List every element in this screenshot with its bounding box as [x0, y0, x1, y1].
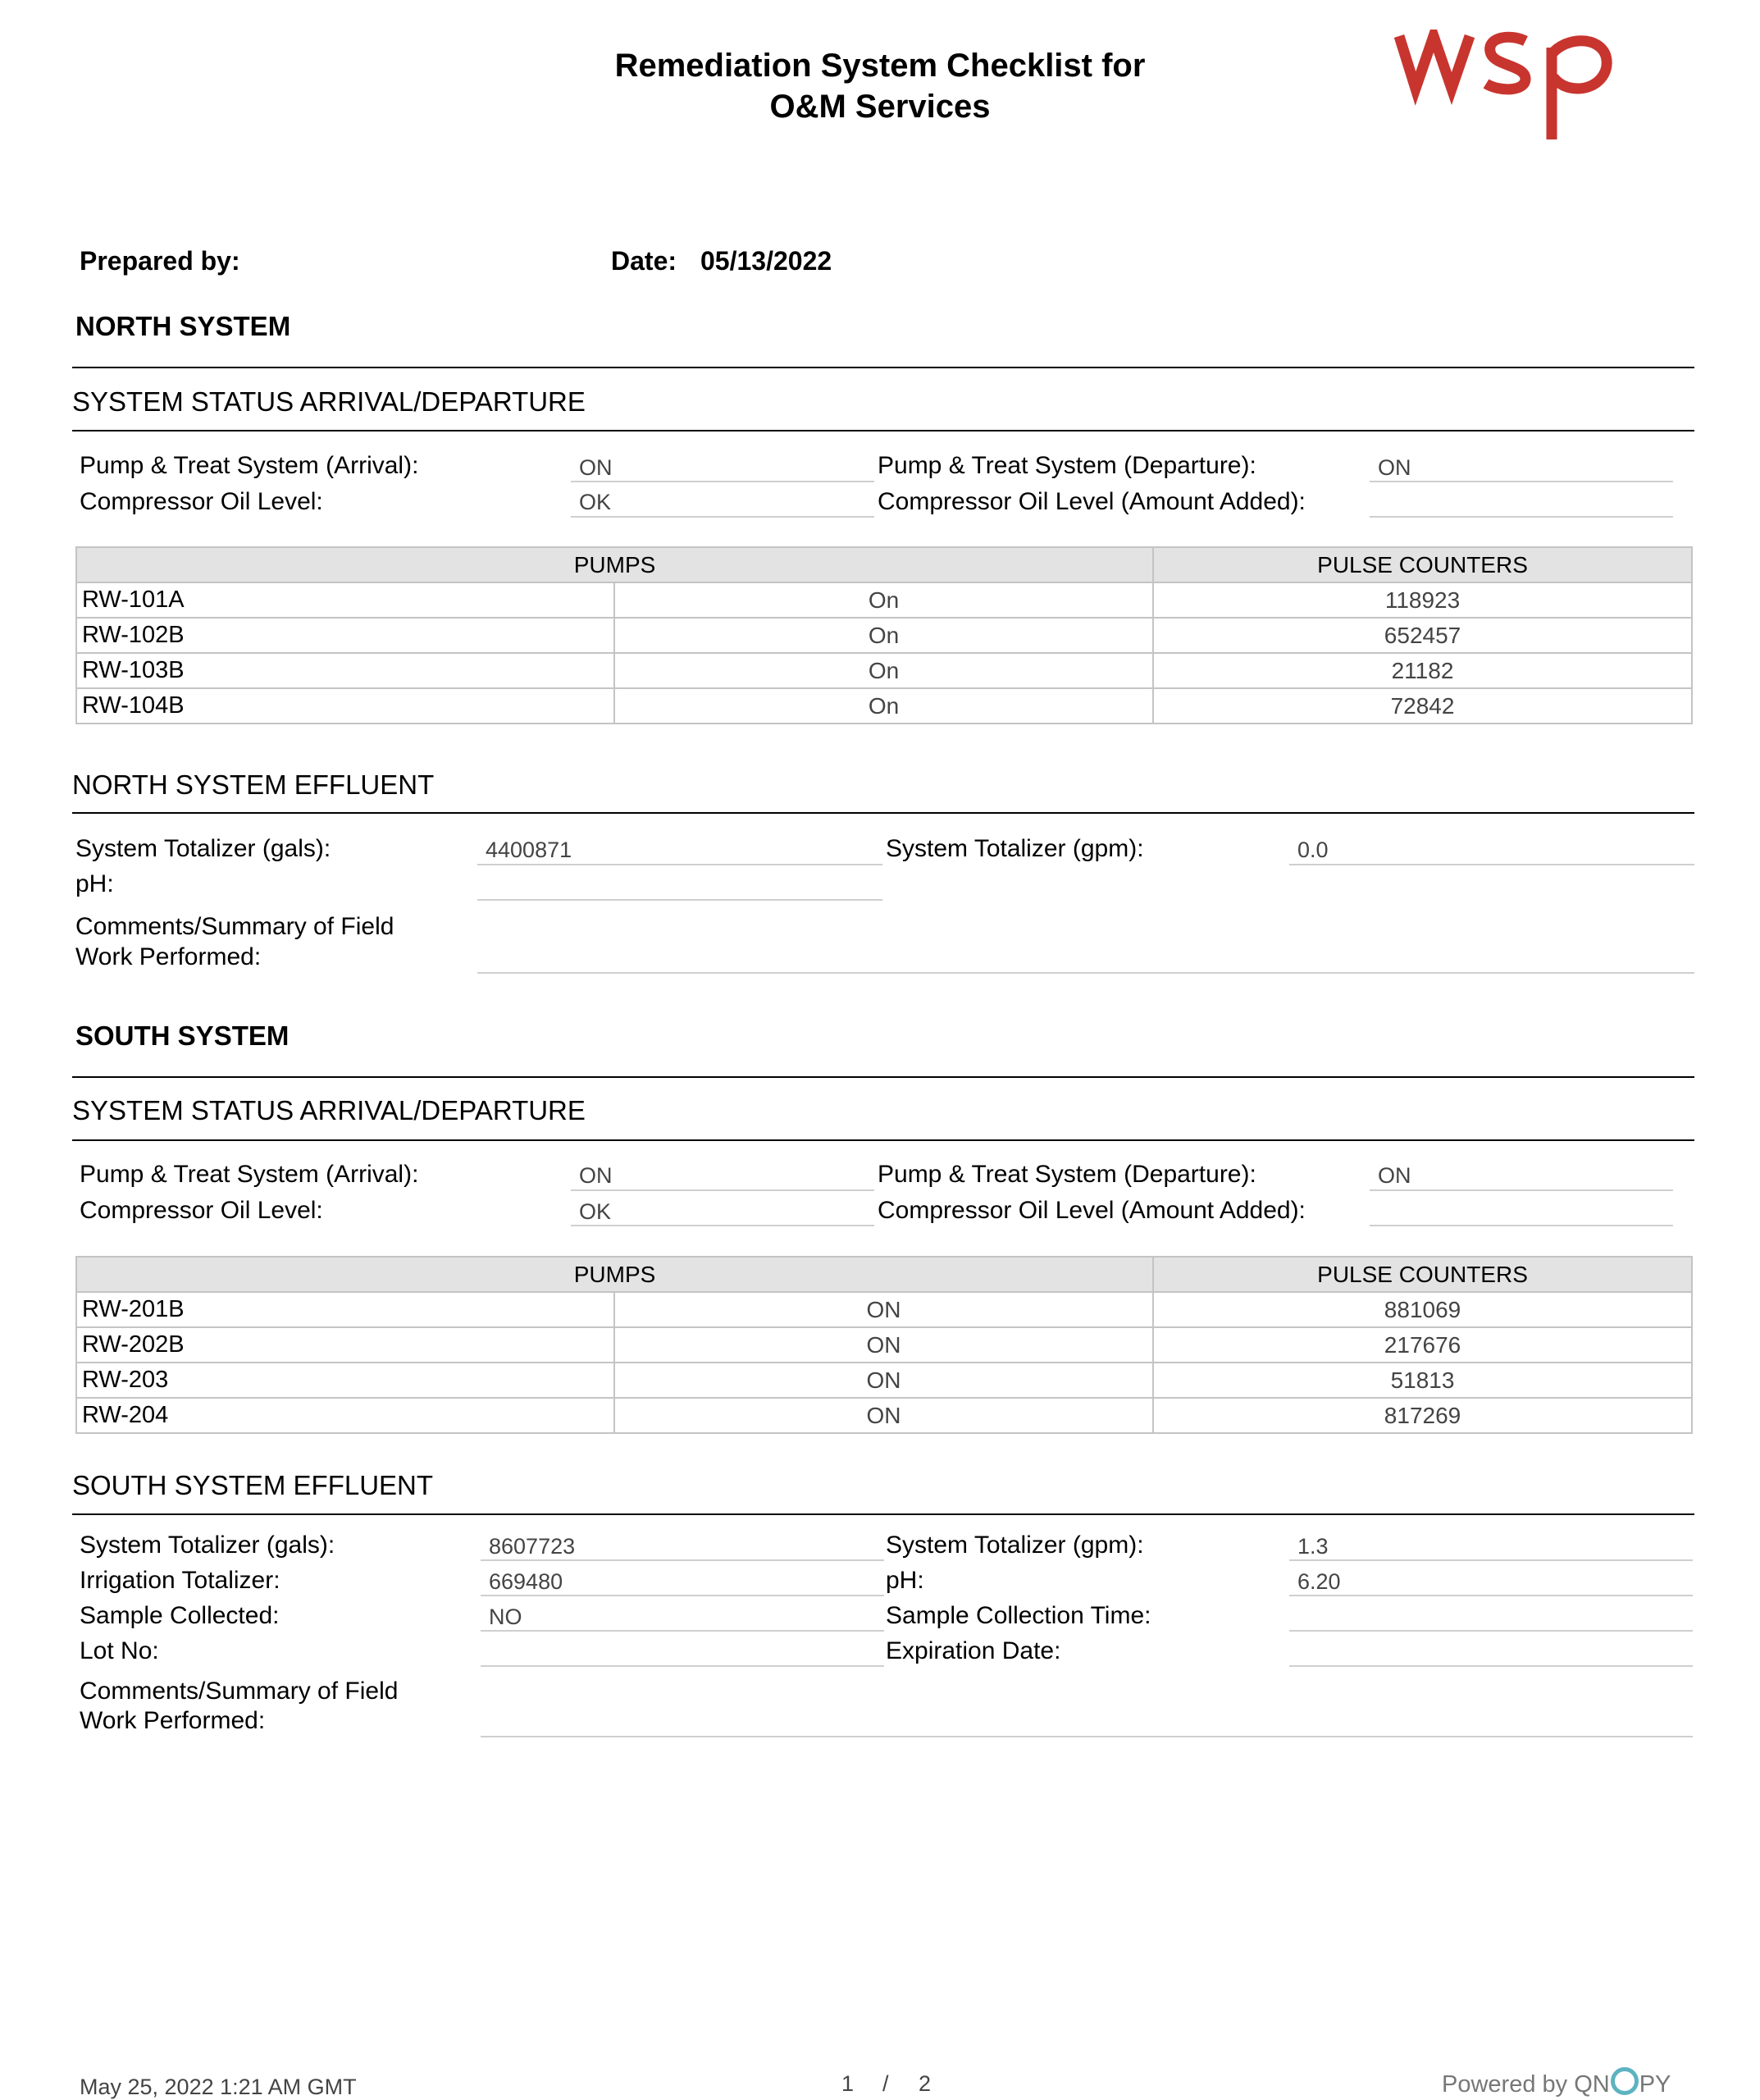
- field-underline: [1289, 1595, 1693, 1596]
- powered-by-label: Powered by: [1442, 2071, 1575, 2098]
- pulse-count: 118923: [1153, 582, 1692, 618]
- south-totalizer-gals-value: 8607723: [489, 1534, 576, 1559]
- south-ph-value: 6.20: [1297, 1569, 1341, 1594]
- field-underline: [571, 481, 874, 482]
- pump-name: RW-204: [76, 1398, 614, 1433]
- south-totalizer-gpm-value: 1.3: [1297, 1534, 1329, 1559]
- pump-name: RW-104B: [76, 688, 614, 724]
- field-underline: [571, 516, 874, 518]
- north-totalizer-gals-label: System Totalizer (gals):: [75, 835, 331, 862]
- field-underline: [481, 1665, 884, 1667]
- north-arrival-label: Pump & Treat System (Arrival):: [80, 452, 419, 479]
- south-departure-value: ON: [1378, 1163, 1411, 1188]
- field-underline: [1370, 516, 1673, 518]
- divider: [72, 1076, 1694, 1078]
- field-underline: [1370, 1225, 1673, 1226]
- north-oil-label: Compressor Oil Level:: [80, 488, 323, 515]
- pulse-count: 21182: [1153, 653, 1692, 688]
- table-header-row: [76, 1257, 1692, 1292]
- field-underline: [477, 899, 882, 901]
- south-sample-time-label: Sample Collection Time:: [886, 1602, 1151, 1629]
- south-arrival-value: ON: [579, 1163, 613, 1188]
- table-row: [76, 618, 1692, 653]
- brand-py: PY: [1639, 2071, 1671, 2098]
- pump-state: On: [614, 653, 1153, 688]
- south-pumps-table: [75, 1256, 1693, 1434]
- pulse-count: 51813: [1153, 1363, 1692, 1398]
- page-total: 2: [919, 2071, 932, 2096]
- title-line-1: Remediation System Checklist for: [614, 48, 1146, 84]
- field-underline: [1289, 864, 1694, 865]
- brand-o-icon: [1611, 2067, 1639, 2095]
- north-departure-label: Pump & Treat System (Departure):: [878, 452, 1256, 479]
- field-underline: [477, 972, 1694, 974]
- field-underline: [481, 1630, 884, 1632]
- date-value: 05/13/2022: [700, 246, 832, 276]
- pump-state: ON: [614, 1292, 1153, 1327]
- south-lot-label: Lot No:: [80, 1637, 159, 1664]
- north-oil-added-label: Compressor Oil Level (Amount Added):: [878, 488, 1306, 515]
- south-system-title: SOUTH SYSTEM: [75, 1020, 290, 1051]
- pump-name: RW-101A: [76, 582, 614, 618]
- table-row: [76, 688, 1692, 724]
- pulse-count: 817269: [1153, 1398, 1692, 1433]
- table-header-row: [76, 547, 1692, 582]
- pump-name: RW-202B: [76, 1327, 614, 1363]
- south-comments-label-1: Comments/Summary of Field: [80, 1678, 399, 1705]
- field-underline: [1289, 1630, 1693, 1632]
- wsp-logo: [1394, 30, 1632, 141]
- north-comments-label-1: Comments/Summary of Field: [75, 913, 394, 940]
- pump-state: ON: [614, 1363, 1153, 1398]
- north-system-title: NORTH SYSTEM: [75, 311, 291, 341]
- divider: [72, 430, 1694, 431]
- table-row: [76, 1327, 1692, 1363]
- south-arrival-label: Pump & Treat System (Arrival):: [80, 1161, 419, 1188]
- pump-name: RW-203: [76, 1363, 614, 1398]
- powered-by-brand: [1442, 2067, 1671, 2098]
- pump-name: RW-201B: [76, 1292, 614, 1327]
- pump-state: On: [614, 582, 1153, 618]
- south-totalizer-gals-label: System Totalizer (gals):: [80, 1532, 335, 1559]
- south-sample-label: Sample Collected:: [80, 1602, 280, 1629]
- page-separator: /: [882, 2071, 889, 2096]
- pulse-count: 217676: [1153, 1327, 1692, 1363]
- table-row: [76, 1363, 1692, 1398]
- south-irrigation-label: Irrigation Totalizer:: [80, 1567, 280, 1594]
- field-underline: [481, 1595, 884, 1596]
- south-expiration-label: Expiration Date:: [886, 1637, 1061, 1664]
- north-oil-value: OK: [579, 490, 612, 514]
- south-comments-label-2: Work Performed:: [80, 1707, 266, 1734]
- north-arrival-value: ON: [579, 455, 613, 480]
- brand-qn: QN: [1574, 2071, 1610, 2098]
- pulse-count: 652457: [1153, 618, 1692, 653]
- field-underline: [571, 1225, 874, 1226]
- north-effluent-heading: NORTH SYSTEM EFFLUENT: [72, 769, 435, 800]
- table-row: [76, 1292, 1692, 1327]
- prepared-by-label: Prepared by:: [80, 246, 240, 276]
- north-totalizer-gpm-value: 0.0: [1297, 838, 1329, 862]
- north-departure-value: ON: [1378, 455, 1411, 480]
- north-pumps-table: [75, 546, 1693, 724]
- pump-state: On: [614, 688, 1153, 724]
- pulse-count: 72842: [1153, 688, 1692, 724]
- divider: [72, 1139, 1694, 1141]
- field-underline: [1370, 481, 1673, 482]
- pumps-header: PUMPS: [76, 547, 1153, 582]
- south-oil-label: Compressor Oil Level:: [80, 1197, 323, 1224]
- field-underline: [1370, 1189, 1673, 1191]
- pump-state: ON: [614, 1398, 1153, 1433]
- pump-state: On: [614, 618, 1153, 653]
- north-totalizer-gpm-label: System Totalizer (gpm):: [886, 835, 1144, 862]
- south-oil-added-label: Compressor Oil Level (Amount Added):: [878, 1197, 1306, 1224]
- north-totalizer-gals-value: 4400871: [486, 838, 572, 862]
- field-underline: [1289, 1665, 1693, 1667]
- pulse-counters-header: PULSE COUNTERS: [1153, 1257, 1692, 1292]
- table-row: [76, 582, 1692, 618]
- south-status-heading: SYSTEM STATUS ARRIVAL/DEPARTURE: [72, 1095, 586, 1125]
- field-underline: [481, 1736, 1693, 1737]
- table-row: [76, 653, 1692, 688]
- field-underline: [1289, 1559, 1693, 1561]
- field-underline: [571, 1189, 874, 1191]
- south-totalizer-gpm-label: System Totalizer (gpm):: [886, 1532, 1144, 1559]
- footer-timestamp: May 25, 2022 1:21 AM GMT: [80, 2075, 357, 2099]
- pump-name: RW-103B: [76, 653, 614, 688]
- table-row: [76, 1398, 1692, 1433]
- divider: [72, 367, 1694, 368]
- date-label: Date:: [611, 246, 677, 276]
- south-oil-value: OK: [579, 1199, 612, 1224]
- south-effluent-heading: SOUTH SYSTEM EFFLUENT: [72, 1470, 434, 1500]
- pump-state: ON: [614, 1327, 1153, 1363]
- divider: [72, 1513, 1694, 1515]
- south-departure-label: Pump & Treat System (Departure):: [878, 1161, 1256, 1188]
- divider: [72, 812, 1694, 814]
- north-comments-label-2: Work Performed:: [75, 943, 262, 970]
- north-status-heading: SYSTEM STATUS ARRIVAL/DEPARTURE: [72, 386, 586, 417]
- page-current: 1: [841, 2071, 855, 2096]
- pulse-counters-header: PULSE COUNTERS: [1153, 547, 1692, 582]
- pump-name: RW-102B: [76, 618, 614, 653]
- pulse-count: 881069: [1153, 1292, 1692, 1327]
- pumps-header: PUMPS: [76, 1257, 1153, 1292]
- north-ph-label: pH:: [75, 870, 114, 897]
- title-line-2: O&M Services: [769, 89, 991, 125]
- south-irrigation-value: 669480: [489, 1569, 563, 1594]
- field-underline: [477, 864, 882, 865]
- field-underline: [481, 1559, 884, 1561]
- south-ph-label: pH:: [886, 1567, 924, 1594]
- south-sample-value: NO: [489, 1605, 522, 1629]
